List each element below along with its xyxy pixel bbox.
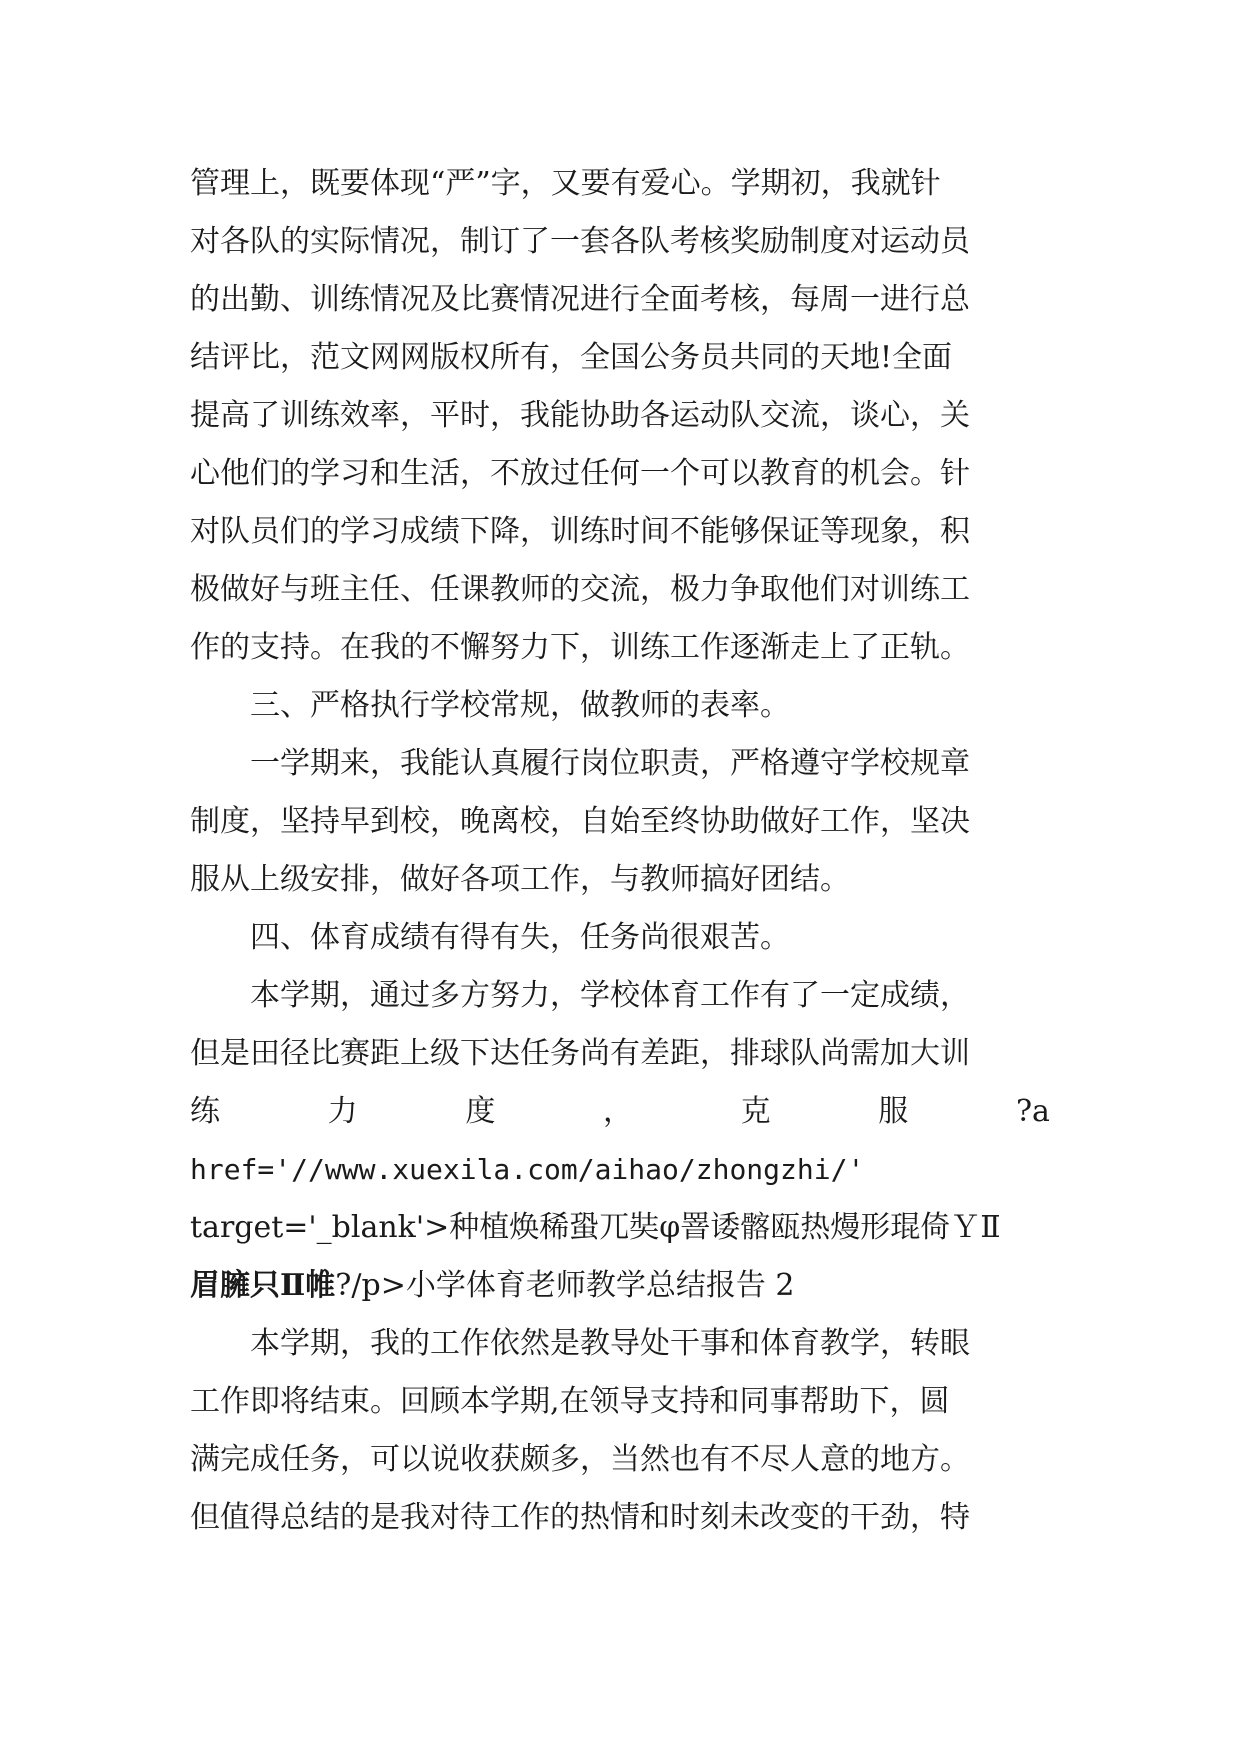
garbled-line xyxy=(190,1257,1050,1315)
report-heading-text: ?/p>小学体育老师教学总结报告 2 xyxy=(335,1268,795,1303)
paragraph-line: 但是田径比赛距上级下达任务尚有差距，排球队尚需加大训 xyxy=(190,1036,970,1071)
paragraph-line: 服从上级安排，做好各项工作，与教师搞好团结。 xyxy=(190,862,850,897)
spread-char: ， xyxy=(602,1094,633,1129)
paragraph-line: 一学期来，我能认真履行岗位职责，严格遵守学校规章 xyxy=(250,746,970,781)
paragraph-line: 提高了训练效率，平时，我能协助各运动队交流，谈心，关 xyxy=(190,398,970,433)
paragraph-line: 本学期，我的工作依然是教导处干事和体育教学，转眼 xyxy=(250,1326,970,1361)
section-heading: 四、体育成绩有得有失，任务尚很艰苦。 xyxy=(250,920,790,955)
body-text xyxy=(190,155,1050,1547)
paragraph-line: 心他们的学习和生活，不放过任何一个可以教育的机会。针 xyxy=(190,456,970,491)
raw-html-line: href='//www.xuexila.com/aihao/zhongzhi/' xyxy=(190,1153,865,1186)
paragraph-line: 对队员们的学习成绩下降，训练时间不能够保证等现象，积 xyxy=(190,514,970,549)
paragraph-line: 本学期，通过多方努力，学校体育工作有了一定成绩， xyxy=(250,978,970,1013)
spread-line xyxy=(190,1083,1050,1141)
paragraph-line: 极做好与班主任、任课教师的交流，极力争取他们对训练工 xyxy=(190,572,970,607)
paragraph-line: 结评比，范文网网版权所有，全国公务员共同的天地!全面 xyxy=(190,340,953,375)
garbled-bold-text: 眉臃只Ⅱ帷 xyxy=(190,1268,336,1303)
spread-char: ?a xyxy=(1015,1094,1050,1129)
section-heading: 三、严格执行学校常规，做教师的表率。 xyxy=(250,688,790,723)
spread-char: 练 xyxy=(190,1094,220,1129)
paragraph-line: 的出勤、训练情况及比赛情况进行全面考核，每周一进行总 xyxy=(190,282,970,317)
spread-char: 克 xyxy=(740,1094,771,1129)
paragraph-line: 对各队的实际情况，制订了一套各队考核奖励制度对运动员 xyxy=(190,224,970,259)
garbled-line: target='_blank'>种植焕稀蛩兀奘φ罯诿髂瓯热熳形琨倚ＹⅡ xyxy=(190,1210,1001,1245)
spread-char: 服 xyxy=(878,1094,909,1129)
paragraph-line: 但值得总结的是我对待工作的热情和时刻未改变的干劲，特 xyxy=(190,1500,970,1535)
spread-char: 力 xyxy=(327,1094,358,1129)
spread-char: 度 xyxy=(465,1094,496,1129)
paragraph-line: 作的支持。在我的不懈努力下，训练工作逐渐走上了正轨。 xyxy=(190,630,970,665)
paragraph-line: 管理上，既要体现“严”字，又要有爱心。学期初，我就针 xyxy=(190,166,941,201)
paragraph-line: 工作即将结束。回顾本学期,在领导支持和同事帮助下，圆 xyxy=(190,1384,950,1419)
paragraph-line: 制度，坚持早到校，晚离校，自始至终协助做好工作，坚决 xyxy=(190,804,970,839)
paragraph-line: 满完成任务，可以说收获颇多，当然也有不尽人意的地方。 xyxy=(190,1442,970,1477)
